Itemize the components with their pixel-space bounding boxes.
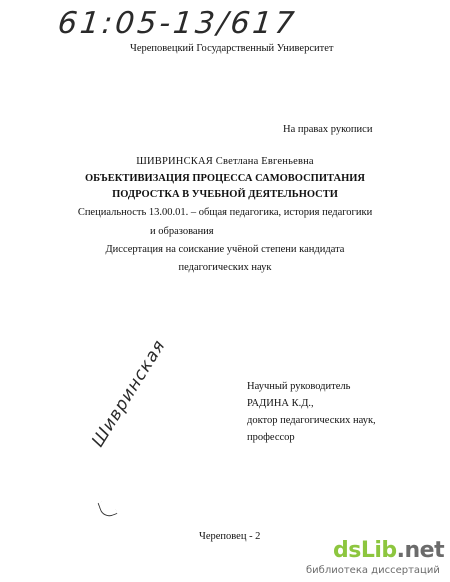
dissertation-title-line-2: ПОДРОСТКА В УЧЕБНОЙ ДЕЯТЕЛЬНОСТИ <box>112 189 338 200</box>
author-signature: Шивринская <box>88 336 170 451</box>
city-year: Череповец - 2 <box>199 531 261 542</box>
degree-line-1: Диссертация на соискание учёной степени кандидата <box>105 244 345 255</box>
watermark <box>300 534 450 582</box>
archive-number-handwritten: 61:05-13/617 <box>56 6 299 41</box>
watermark-logo-main: dsLib <box>333 538 397 563</box>
dissertation-title-line-1: ОБЪЕКТИВИЗАЦИЯ ПРОЦЕССА САМОВОСПИТАНИЯ <box>85 173 365 184</box>
watermark-logo <box>333 538 444 563</box>
specialty-line-2: и образования <box>150 226 214 237</box>
watermark-logo-suffix: .net <box>396 538 445 563</box>
supervisor-title: профессор <box>247 432 295 443</box>
supervisor-block <box>247 378 376 446</box>
supervisor-degree: доктор педагогических наук, <box>247 415 376 426</box>
supervisor-role: Научный руководитель <box>247 381 351 392</box>
rights-notice: На правах рукописи <box>283 124 373 135</box>
specialty-line-1: Специальность 13.00.01. – общая педагогика, история педагогики <box>77 207 373 218</box>
watermark-subtitle: библиотека диссертаций <box>306 565 440 576</box>
university-name: Череповецкий Государственный Университет <box>130 43 334 54</box>
author-name: ШИВРИНСКАЯ Светлана Евгеньевна <box>136 156 314 167</box>
signature-flourish <box>98 498 118 519</box>
supervisor-name: РАДИНА К.Д., <box>247 398 314 409</box>
degree-line-2: педагогических наук <box>178 262 272 273</box>
